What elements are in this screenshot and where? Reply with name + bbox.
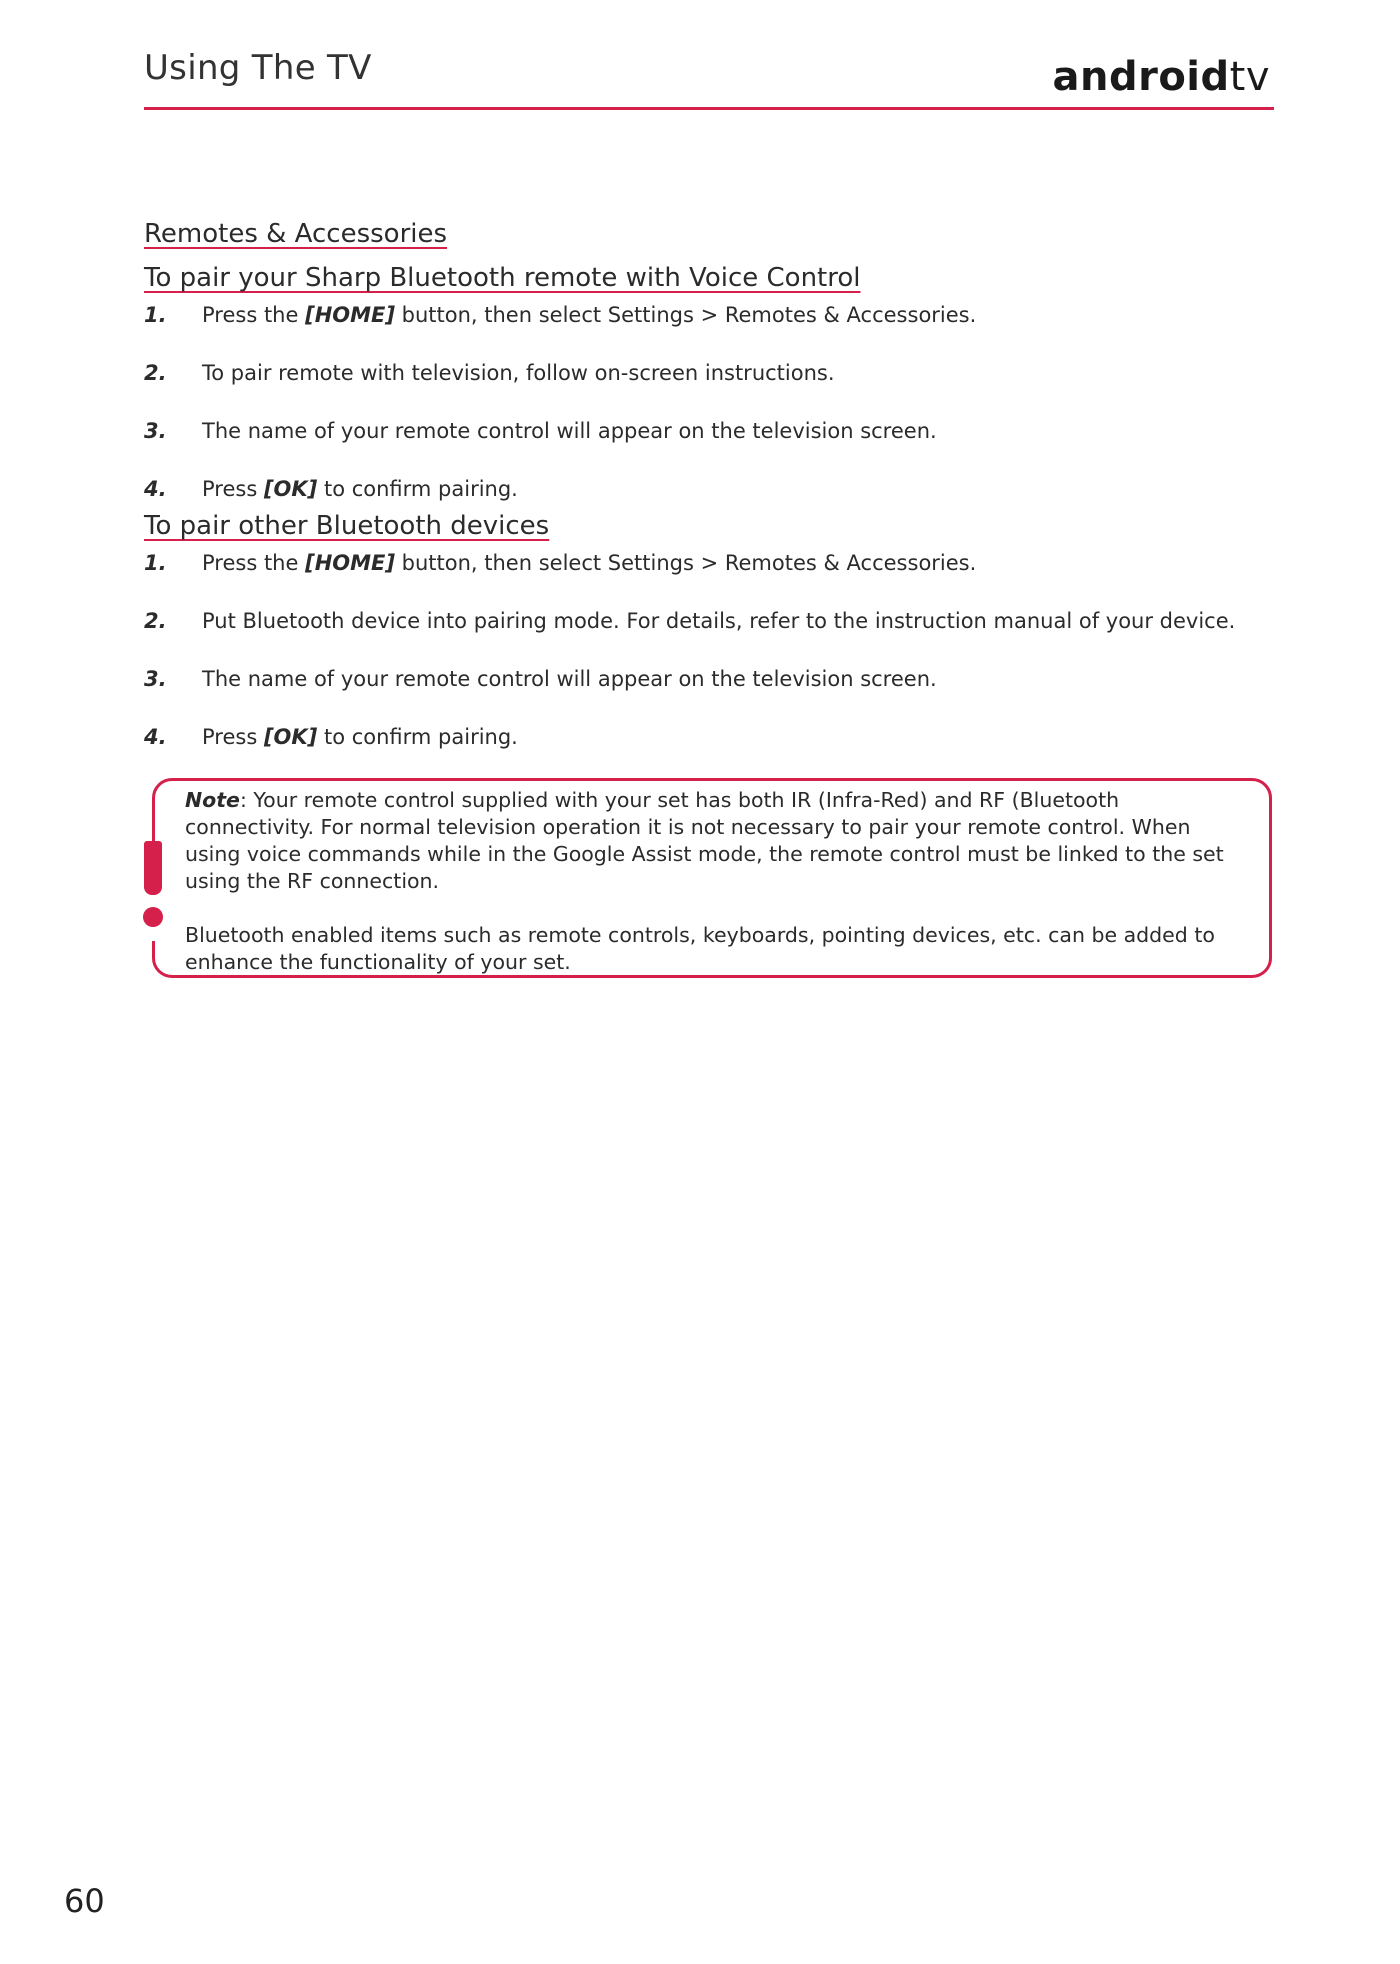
logo-android-text: android (1052, 54, 1230, 100)
key-label: [HOME] (305, 551, 395, 575)
step-text: Press [OK] to confirm pairing. (202, 725, 518, 749)
note-text (185, 787, 1245, 976)
step-item (144, 664, 1274, 694)
step-number: 1. (144, 551, 167, 575)
key-label: [OK] (263, 725, 318, 749)
step-item (144, 474, 1274, 504)
step-item (144, 606, 1274, 636)
key-label: [OK] (263, 477, 318, 501)
step-number: 2. (144, 361, 167, 385)
step-number: 3. (144, 667, 167, 691)
step-item (144, 722, 1274, 752)
step-item (144, 548, 1274, 578)
step-text: Press [OK] to confirm pairing. (202, 477, 518, 501)
step-text: The name of your remote control will appear on the television screen. (202, 667, 937, 691)
key-label: [HOME] (305, 303, 395, 327)
step-item (144, 358, 1274, 388)
logo-tv-text: tv (1229, 54, 1270, 100)
step-item (144, 300, 1274, 330)
step-text: Press the [HOME] button, then select Settings > Remotes & Accessories. (202, 551, 977, 575)
steps-list-other-devices (144, 548, 1274, 752)
exclamation-icon (143, 841, 163, 941)
step-number: 3. (144, 419, 167, 443)
step-number: 4. (144, 477, 167, 501)
subsection-heading-voice-remote: To pair your Sharp Bluetooth remote with Voice Control (144, 263, 861, 293)
step-item (144, 416, 1274, 446)
page-header-title: Using The TV (144, 48, 372, 88)
header-divider (144, 107, 1274, 110)
step-text: To pair remote with television, follow on-screen instructions. (202, 361, 835, 385)
step-number: 4. (144, 725, 167, 749)
note-paragraph: Bluetooth enabled items such as remote controls, keyboards, pointing devices, etc. can be added to enhance the functionality of your set. (185, 923, 1215, 974)
step-text: The name of your remote control will appear on the television screen. (202, 419, 937, 443)
main-content (144, 212, 1274, 752)
step-number: 1. (144, 303, 167, 327)
section-title: Remotes & Accessories (144, 219, 448, 249)
step-text: Press the [HOME] button, then select Settings > Remotes & Accessories. (202, 303, 977, 327)
note-box (152, 778, 1272, 978)
subsection-heading-other-devices: To pair other Bluetooth devices (144, 511, 550, 541)
step-text: Put Bluetooth device into pairing mode. For details, refer to the instruction manual of your device. (202, 609, 1236, 633)
androidtv-logo (1052, 54, 1270, 100)
step-number: 2. (144, 609, 167, 633)
steps-list-voice-remote (144, 300, 1274, 504)
page-number: 60 (64, 1882, 105, 1920)
note-paragraph: Note: Your remote control supplied with your set has both IR (Infra-Red) and RF (Bluetooth connectivity. For normal television operation it is not necessary to pair your remote control. When using voice commands while in the Google Assist mode, the remote control must be linked to the set using the RF connection. (185, 788, 1224, 893)
note-label: Note (185, 788, 240, 812)
